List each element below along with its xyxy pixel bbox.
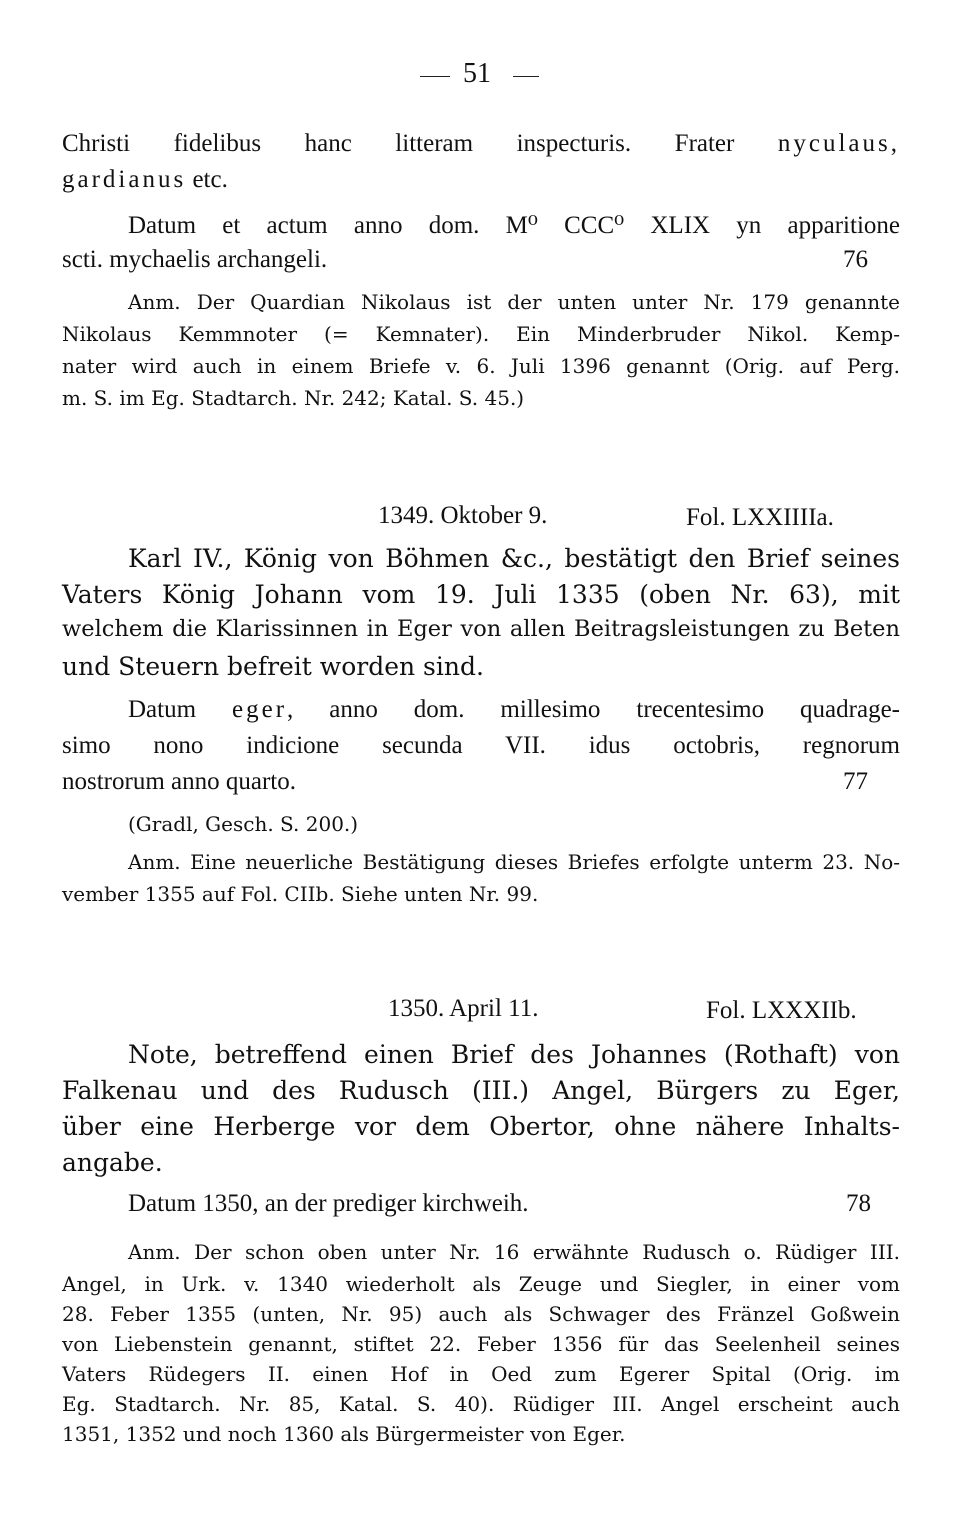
entry-77-text-line-4: und Steuern befreit worden sind. [62, 652, 484, 681]
entry-77-datum-line-2: simo nono indicione secunda VII. idus octobris, regnorum [62, 732, 900, 759]
intro-note-line-4: m. S. im Eg. Stadtarch. Nr. 242; Katal. S. 45.) [62, 386, 525, 410]
entry-78-text-line-1: Note, betreffend einen Brief des Johannes (Rothaft) von [128, 1040, 900, 1069]
intro-datum-line-1: Datum et actum anno dom. M⁰ CCC⁰ XLIX yn apparitione [128, 212, 900, 239]
entry-78-text-line-3: über eine Herberge vor dem Obertor, ohne nähere Inhalts- [62, 1112, 900, 1141]
intro-note-line-2: Nikolaus Kemmnoter (= Kemnater). Ein Minderbruder Nikol. Kemp- [62, 322, 900, 346]
entry-77-folio: Fol. LXXIIIIa. [686, 504, 834, 531]
intro-note-line-1: Anm. Der Quardian Nikolaus ist der unten unter Nr. 179 genannte [128, 290, 900, 314]
entry-78-note-line-2: Angel, in Urk. v. 1340 wiederholt als Zeuge und Siegler, in einer vom [62, 1272, 900, 1296]
entry-77-note-line-2: vember 1355 auf Fol. CIIb. Siehe unten Nr. 99. [62, 882, 539, 906]
entry-77-date: 1349. Oktober 9. [378, 502, 548, 529]
entry-77-source: (Gradl, Gesch. S. 200.) [128, 812, 359, 836]
entry-77-text-line-3: welchem die Klarissinnen in Eger von allen Beitragsleistungen zu Beten [62, 616, 900, 642]
intro-note-line-3: nater wird auch in einem Briefe v. 6. Juli 1396 genannt (Orig. auf Perg. [62, 354, 900, 378]
entry-number-76: 76 [843, 246, 868, 273]
entry-77-datum-line-1: Datum eger, anno dom. millesimo trecentesimo quadrage- [128, 696, 900, 723]
page-number: 51 [463, 58, 491, 89]
entry-77-text-line-1: Karl IV., König von Böhmen &c., bestätigt den Brief seines [128, 544, 900, 573]
intro-line-1: Christi fidelibus hanc litteram inspecturis. Frater nyculaus, [62, 130, 900, 157]
intro-datum-line-2: scti. mychaelis archangeli. [62, 246, 328, 273]
entry-78-date: 1350. April 11. [388, 995, 539, 1022]
entry-78-note-line-5: Vaters Rüdegers II. einen Hof in Oed zum Egerer Spital (Orig. im [62, 1362, 900, 1386]
header-dash-left [420, 76, 450, 77]
entry-78-note-line-4: von Liebenstein genannt, stiftet 22. Feber 1356 für das Seelenheil seines [62, 1332, 900, 1356]
entry-78-text-line-2: Falkenau und des Rudusch (III.) Angel, Bürgers zu Eger, [62, 1076, 900, 1105]
entry-78-note-line-3: 28. Feber 1355 (unten, Nr. 95) auch als Schwager des Fränzel Goßwein [62, 1302, 900, 1326]
entry-number-77: 77 [843, 768, 868, 795]
entry-78-folio: Fol. LXXXIIb. [706, 997, 857, 1024]
entry-78-text-line-4: angabe. [62, 1148, 163, 1177]
intro-line-2: gardianus etc. [62, 166, 228, 193]
entry-77-text-line-2: Vaters König Johann vom 19. Juli 1335 (oben Nr. 63), mit [62, 580, 900, 609]
entry-78-note-line-6: Eg. Stadtarch. Nr. 85, Katal. S. 40). Rüdiger III. Angel erscheint auch [62, 1392, 900, 1416]
entry-77-note-line-1: Anm. Eine neuerliche Bestätigung dieses Briefes erfolgte unterm 23. No- [128, 850, 900, 874]
header-dash-right [513, 76, 539, 77]
entry-78-datum-line: Datum 1350, an der prediger kirchweih. [128, 1190, 529, 1217]
entry-78-note-line-7: 1351, 1352 und noch 1360 als Bürgermeister von Eger. [62, 1422, 626, 1446]
entry-78-note-line-1: Anm. Der schon oben unter Nr. 16 erwähnte Rudusch o. Rüdiger III. [128, 1240, 900, 1264]
entry-77-datum-line-3: nostrorum anno quarto. [62, 768, 296, 795]
entry-number-78: 78 [846, 1190, 871, 1217]
